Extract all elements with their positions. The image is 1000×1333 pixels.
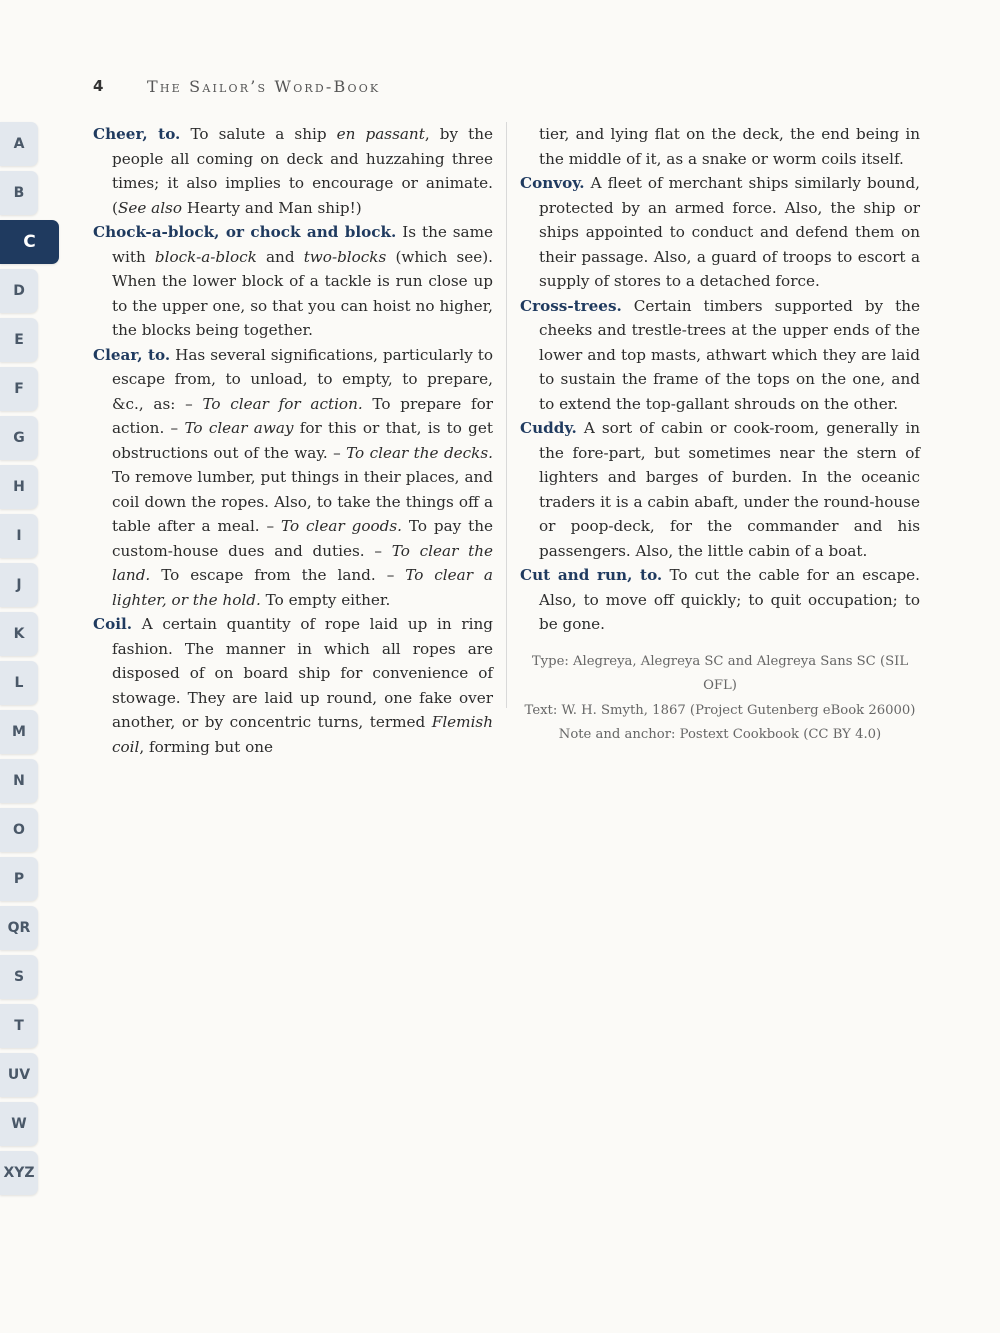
entry-clear bbox=[93, 343, 493, 613]
colophon bbox=[520, 650, 920, 748]
definition-text: To cut the cable for an escape. Also, to move off quickly; to quit occupation; to be gone. bbox=[539, 566, 920, 633]
tab-w[interactable]: W bbox=[0, 1102, 38, 1146]
page-number: 4 bbox=[93, 77, 104, 95]
entry-chock-a-block bbox=[93, 220, 493, 343]
italic-term: block-a-block bbox=[154, 247, 257, 266]
credit-type: Type: Alegreya, Alegreya SC and Alegreya Sans SC (SIL OFL) bbox=[531, 653, 909, 693]
definition-text: To escape from the land. – bbox=[150, 566, 406, 584]
tab-e[interactable]: E bbox=[0, 318, 38, 362]
column-divider bbox=[506, 122, 507, 708]
tab-c[interactable]: C bbox=[0, 220, 59, 264]
credit-text: Text: W. H. Smyth, 1867 (Project Gutenberg eBook 26000) bbox=[524, 702, 916, 718]
tab-j[interactable]: J bbox=[0, 563, 38, 607]
italic-term: See also bbox=[117, 198, 182, 217]
italic-term: en passant bbox=[336, 125, 425, 143]
headword: Cuddy. bbox=[520, 419, 577, 437]
tab-a[interactable]: A bbox=[0, 122, 38, 166]
definition-text: Is the same with bbox=[112, 223, 493, 266]
tab-d[interactable]: D bbox=[0, 269, 38, 313]
italic-term: two-blocks bbox=[303, 247, 387, 266]
tab-g[interactable]: G bbox=[0, 416, 38, 460]
italic-term: To clear the decks. bbox=[346, 443, 493, 462]
tab-f[interactable]: F bbox=[0, 367, 38, 411]
entry-cheer bbox=[93, 122, 493, 220]
headword: Chock-a-block, or chock and block. bbox=[93, 223, 397, 241]
definition-text: and bbox=[256, 247, 304, 266]
italic-term: To clear away bbox=[184, 419, 294, 437]
definition-text: To pay the custom-house dues and duties. – bbox=[112, 517, 493, 560]
definition-text: Hearty and Man ship!) bbox=[182, 198, 362, 217]
tab-b[interactable]: B bbox=[0, 171, 38, 215]
right-column bbox=[520, 122, 920, 748]
definition-text: A sort of cabin or cook-room, generally in the fore-part, but sometimes near the stern of lighters and barges of burden. In the oceanic traders it is a cabin abaft, under the round-house or poop-deck, for the commander and his passengers. Also, the little cabin of a boat. bbox=[539, 419, 920, 560]
entry-coil-continued: tier, and lying flat on the deck, the end being in the middle of it, as a snake or worm coils itself. bbox=[539, 125, 920, 168]
tab-s[interactable]: S bbox=[0, 955, 38, 999]
headword: Coil. bbox=[93, 615, 133, 633]
tab-i[interactable]: I bbox=[0, 514, 38, 558]
italic-term: To clear a lighter, or the hold. bbox=[112, 566, 493, 609]
tab-t[interactable]: T bbox=[0, 1004, 38, 1048]
left-column bbox=[93, 122, 493, 759]
entry-cross-trees bbox=[520, 294, 920, 417]
tab-uv[interactable]: UV bbox=[0, 1053, 38, 1097]
headword: Convoy. bbox=[520, 174, 585, 192]
definition-text: A fleet of merchant ships similarly bound, protected by an armed force. Also, the ship or ships appointed to conduct and defend them on their passage. Also, a guard of troops to escort a supply of stores to a detached force. bbox=[539, 174, 920, 290]
definition-text: To remove lumber, put things in their places, and coil down the ropes. Also, to take the things off a table after a meal. – bbox=[112, 468, 493, 535]
definition-text: Certain timbers supported by the cheeks and trestle-trees at the upper ends of the lower and top masts, athwart which they are laid to sustain the frame of the tops on the one, and to extend the top-gallant shrouds on the other. bbox=[539, 296, 920, 413]
tab-p[interactable]: P bbox=[0, 857, 38, 901]
tab-qr[interactable]: QR bbox=[0, 906, 38, 950]
page-header bbox=[93, 74, 380, 98]
definition-text: A certain quantity of rope laid up in ring fashion. The manner in which all ropes are disposed of on board ship for convenience of stowage. They are laid up round, one fake over another, or by concentric turns, termed bbox=[112, 615, 493, 731]
tab-m[interactable]: M bbox=[0, 710, 38, 754]
definition-text: , by the people all coming on deck and huzzahing three times; it also implies to encourage or animate. ( bbox=[112, 125, 493, 217]
italic-term: To clear the land. bbox=[112, 541, 493, 584]
tab-n[interactable]: N bbox=[0, 759, 38, 803]
running-title: The Sailor’s Word-Book bbox=[147, 76, 381, 96]
definition-text: To prepare for action. – bbox=[112, 394, 493, 437]
definition-text: Has several significations, particularly to escape from, to unload, to empty, to prepare, &c., as: – bbox=[112, 345, 494, 413]
definition-text: (which see). When the lower block of a tackle is run close up to the upper one, so that you can hoist no higher, the blocks being together. bbox=[112, 247, 493, 339]
headword: Clear, to. bbox=[93, 345, 171, 364]
tab-h[interactable]: H bbox=[0, 465, 38, 509]
italic-term: To clear for action. bbox=[202, 394, 363, 413]
entry-cut-and-run bbox=[520, 563, 920, 637]
definition-text: for this or that, is to get obstructions out of the way. – bbox=[112, 419, 493, 462]
italic-term: Flemish coil bbox=[112, 713, 493, 756]
tab-xyz[interactable]: XYZ bbox=[0, 1151, 38, 1195]
tab-o[interactable]: O bbox=[0, 808, 38, 852]
italic-term: To clear goods. bbox=[281, 517, 402, 535]
entry-convoy bbox=[520, 171, 920, 294]
tab-k[interactable]: K bbox=[0, 612, 38, 656]
definition-text: To salute a ship bbox=[180, 125, 337, 143]
credit-note: Note and anchor: Postext Cookbook (CC BY 4.0) bbox=[558, 727, 882, 742]
headword: Cut and run, to. bbox=[520, 566, 663, 584]
definition-text: , forming but one bbox=[139, 737, 273, 756]
headword: Cross-trees. bbox=[520, 296, 622, 315]
tab-l[interactable]: L bbox=[0, 661, 38, 705]
entry-cuddy bbox=[520, 416, 920, 563]
entry-coil bbox=[93, 612, 493, 759]
headword: Cheer, to. bbox=[93, 125, 181, 143]
definition-text: To empty either. bbox=[260, 590, 391, 609]
